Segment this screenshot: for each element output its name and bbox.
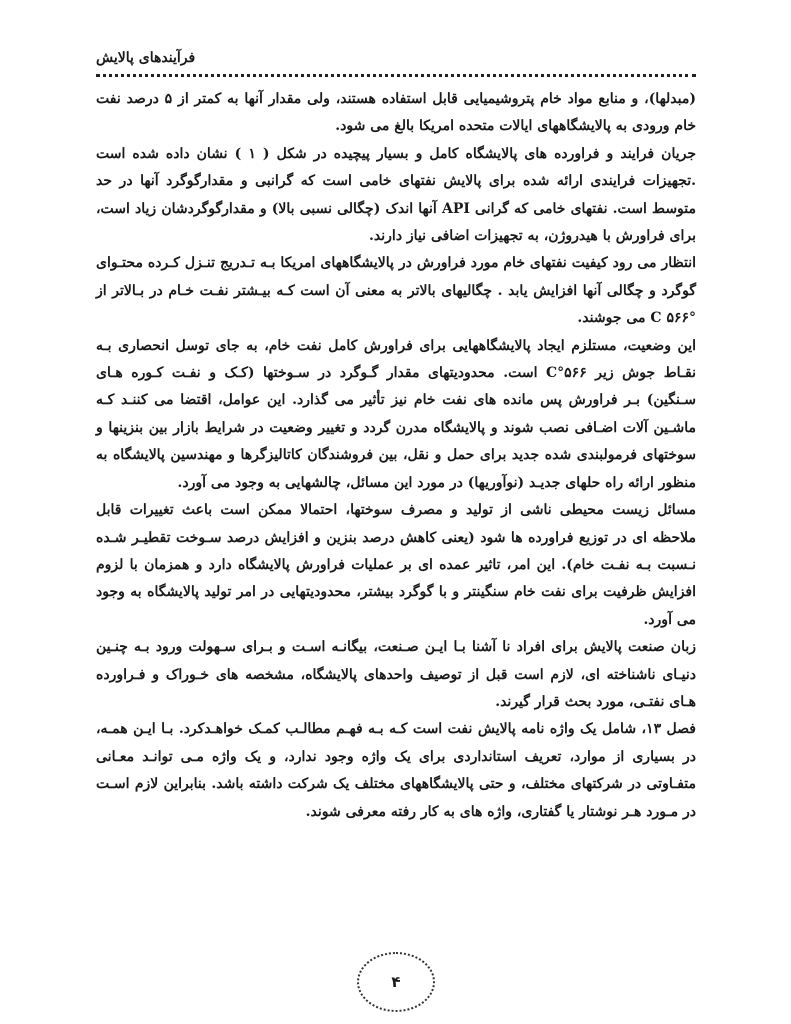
paragraph (96, 634, 696, 716)
text-line: گوگرد و چگالی آنها افزایش یابد . چگالیهای بالاتر به معنی آن است کـه بیـشتر نفـت خـام در بـالاتر از °C (96, 282, 696, 327)
text-line: هیدروژن، به تجهیزات اضافی نیاز دارند. (369, 228, 598, 245)
text-line: شرکتهای مختلف، و حتی پالایشگاههای مختلف یک شرکت داشته باشد. بنابراین لازم اسـت در مـورد هـر (96, 776, 696, 820)
text-line: زبان صنعت پالایش برای افراد نا آشنا بـا ایـن صـنعت، بیگانـه اسـت و بـرای سـهولت ورود بـه چنـین دنیـای (96, 639, 696, 683)
text-line: جدید برای حمل و نقل، بین فروشندگان کاتالیزگرها و مهندسین پالایشگاه به منظور ارائه راه حلهای جدیـد (96, 447, 696, 491)
paragraph (96, 497, 696, 634)
text-line: فصل ۱۳، شامل یک واژه نامه پالایش نفت است کـه بـه فهـم مطالـب کمـک خواهـدکرد. بـا ایـن همـه، در (96, 721, 696, 765)
text-line: انتظار می رود کیفیت نفتهای خام مورد فراورش در پالایشگاههای امریکا بـه تـدریج تنـزل کـرده محتـوای (96, 255, 696, 272)
paragraph (96, 333, 696, 497)
page-number: ۴ (391, 973, 401, 991)
paragraph (96, 86, 696, 141)
text-line: خام). این امر، تاثیر عمده ای بر عملیات فراورش پالایشگاه دارد و همزمان با لزوم افزایش ظرفیت برای نفت (96, 556, 696, 601)
text-line: نصب شوند و پالایشگاه مدرن گردد و تغییر وضعیت در شرایط بازار بین بنزینها و سوختهای فرمولبندی شده (96, 419, 697, 464)
text-line: نوشتار یا گفتاری، واژه های به کار رفته معرفی شوند. (305, 803, 618, 820)
paragraph (96, 250, 696, 332)
text-line: در توزیع فراورده ها شود (یعنی کاهش درصد بنزین و افزایش درصد سـوخت تقطیـر شـده نـسبت بـه نفـت (96, 529, 697, 573)
header-dotted-rule (96, 74, 696, 77)
text-line: مسائل زیست محیطی ناشی از تولید و مصرف سوختها، احتمالا ممکن است باعث تغییرات قابل ملاحظه ای (96, 502, 697, 546)
text-line: بسیاری از موارد، تعریف استانداردی برای یک واژه وجود ندارد، و یک واژه مـی توانـد معـانی متفـاوتی در (96, 748, 697, 793)
text-line: مورد بحث قرار گیرند. (495, 693, 625, 710)
text-line: جریان فرایند و فراورده های پالایشگاه کامل و بسیار پیچیده در شکل ( ۱ ) نشان داده شده است .تجهیزات (96, 145, 696, 190)
page-number-badge (357, 952, 435, 1012)
text-line: ۵۶۶ می جوشند. (577, 310, 689, 327)
text-line: (نوآوریها) در مورد این مسائل، چالشهایی به وجود می آورد. (177, 474, 525, 491)
text-line: نفتهای خامی که گرانی API آنها اندک (چگالی نسبی بالا) و مقدارگوگردشان زیاد است، برای فراورش با (96, 200, 696, 245)
text-line: ناشناخته ای، لازم است قبل از توصیف واحدهای پالایشگاه، مشخصه های خـوراک و فـراورده هـای نفتـی، (96, 666, 696, 710)
paragraph (96, 716, 696, 826)
text-line: ورودی به پالایشگاههای ایالات متحده امریکا بالغ می شود. (335, 118, 670, 135)
text-line: خام سنگینتر و با گوگرد بیشتر، محدودیتهایی در امر تولید پالایشگاه به وجود می آورد. (96, 584, 696, 628)
text-line: (مبدلها)، و منابع مواد خام پتروشیمیایی قابل استفاده هستند، ولی مقدار آنها به کمتر از ۵ درصد نفت خام (96, 91, 696, 135)
running-header-title: فرآیندهای پالایش (96, 50, 196, 66)
text-line: فراورش پس مانده های نفت خام نیز تأثیر می گذارد. این عوامل، اقتضا می کننـد کـه ماشـین آلات اضـافی (96, 392, 696, 436)
text-line: فرایندی ارائه شده برای پالایش نفتهای خامی است که گرانبی و مقدارگوگرد آنها در حد متوسط است. (96, 173, 697, 217)
body-text (96, 86, 696, 826)
text-line: این وضعیت، مستلزم ایجاد پالایشگاههایی برای فراورش کامل نفت خام، به جای توسل انحصاری بـه نقـاط (96, 337, 696, 382)
text-line: جوش زیر ۵۶۶°C است. محدودیتهای مقدار گـوگرد در سـوختها (کـک و نفـت کـوره هـای سـنگین) بـر (96, 365, 697, 409)
paragraph (96, 141, 696, 251)
